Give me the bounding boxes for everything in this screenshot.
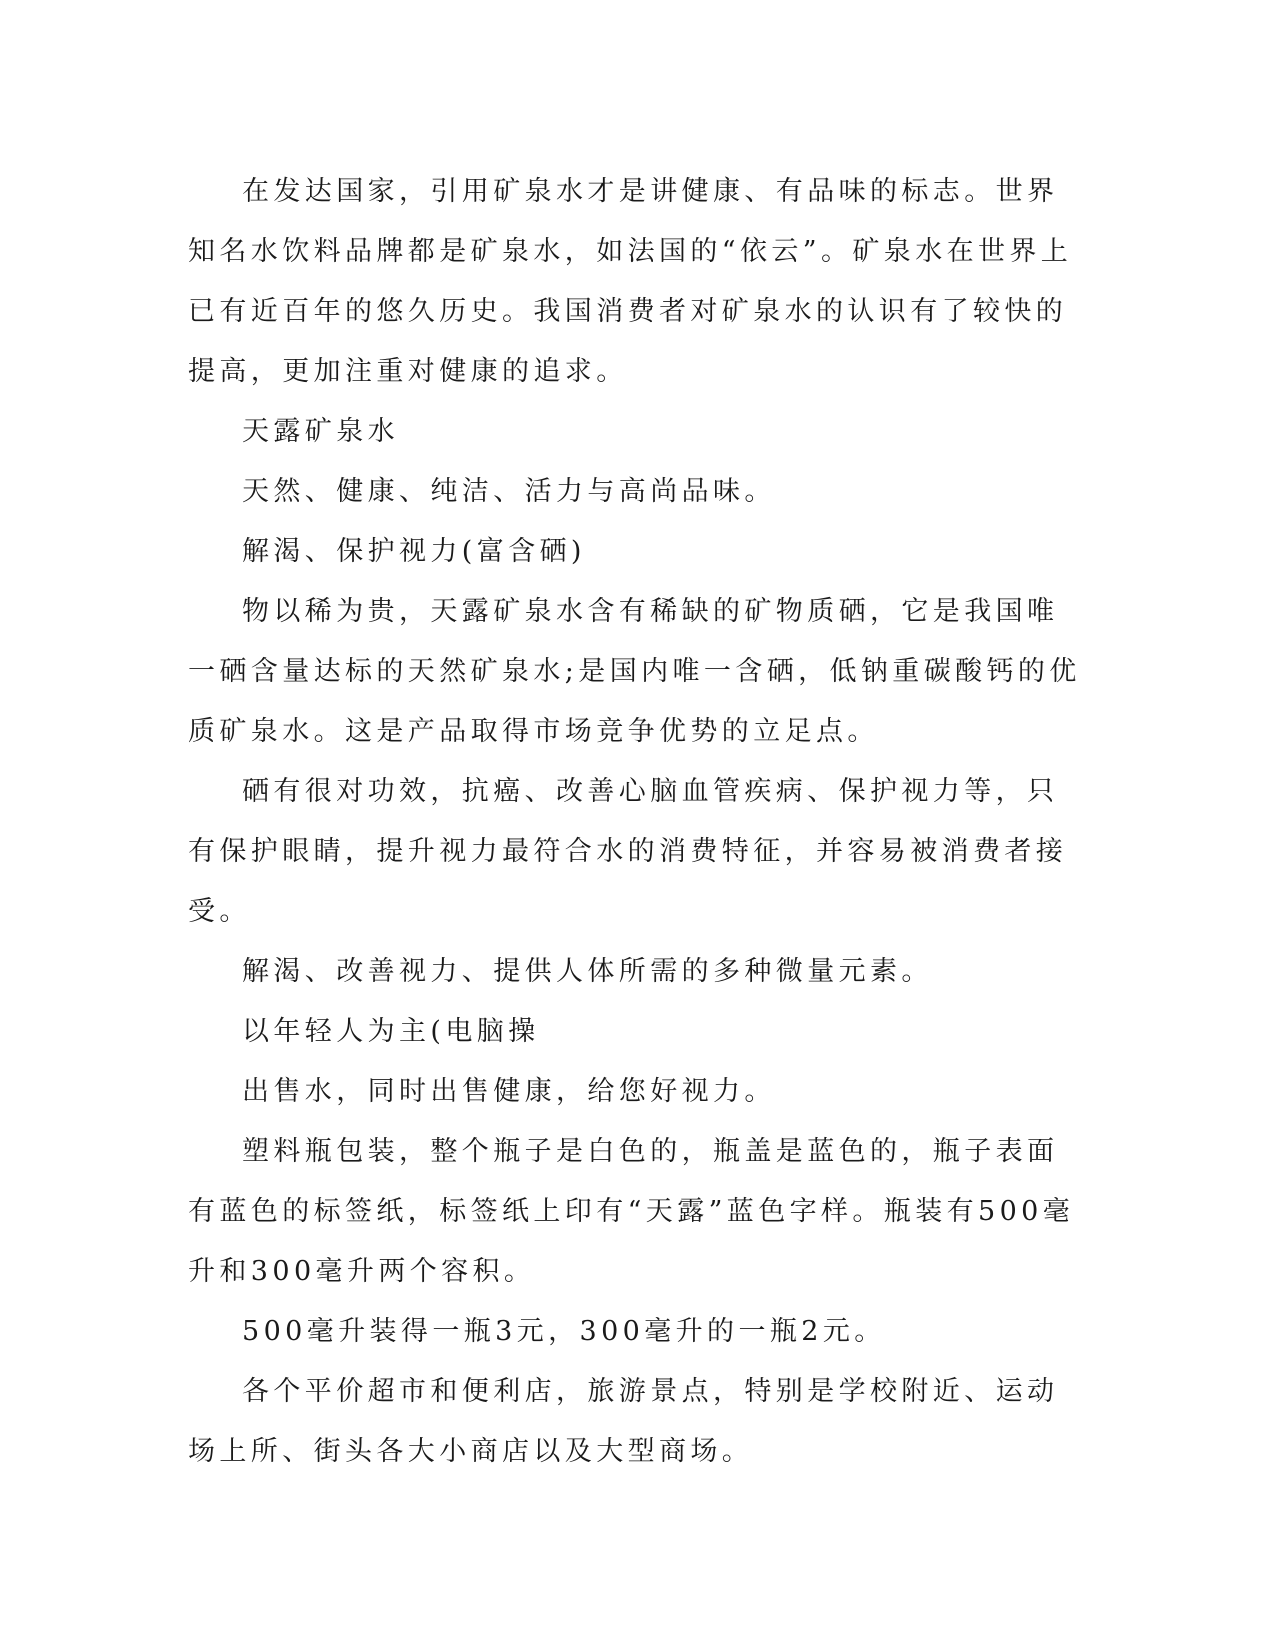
paragraph-intro: 在发达国家，引用矿泉水才是讲健康、有品味的标志。世界知名水饮料品牌都是矿泉水，如法国的“依云”。矿泉水在世界上已有近百年的悠久历史。我国消费者对矿泉水的认识有了较快的提高，更加注重对健康的追求。 (188, 176, 1073, 387)
paragraph-distribution: 各个平价超市和便利店，旅游景点，特别是学校附近、运动场上所、街头各大小商店以及大型商场。 (188, 1376, 1059, 1467)
paragraph-selenium-effects: 硒有很对功效，抗癌、改善心脑血管疾病、保护视力等，只有保护眼睛，提升视力最符合水的消费特征，并容易被消费者接受。 (188, 776, 1068, 927)
paragraph-slogan: 出售水，同时出售健康，给您好视力。 (242, 1076, 776, 1107)
paragraph-pricing: 500毫升装得一瓶3元，300毫升的一瓶2元。 (242, 1316, 886, 1347)
document-body (188, 162, 1088, 1482)
paragraph-benefits: 解渴、改善视力、提供人体所需的多种微量元素。 (242, 956, 933, 987)
paragraph-product-function: 解渴、保护视力(富含硒) (242, 536, 586, 567)
paragraph-brand-name: 天露矿泉水 (242, 416, 399, 447)
paragraph-packaging: 塑料瓶包装，整个瓶子是白色的，瓶盖是蓝色的，瓶子表面有蓝色的标签纸，标签纸上印有“天露”蓝色字样。瓶装有500毫升和300毫升两个容积。 (188, 1136, 1075, 1287)
paragraph-brand-values: 天然、健康、纯洁、活力与高尚品味。 (242, 476, 776, 507)
paragraph-target-audience: 以年轻人为主(电脑操 (242, 1016, 540, 1047)
paragraph-selenium-advantage: 物以稀为贵，天露矿泉水含有稀缺的矿物质硒，它是我国唯一硒含量达标的天然矿泉水;是国内唯一含硒，低钠重碳酸钙的优质矿泉水。这是产品取得市场竞争优势的立足点。 (188, 596, 1081, 747)
